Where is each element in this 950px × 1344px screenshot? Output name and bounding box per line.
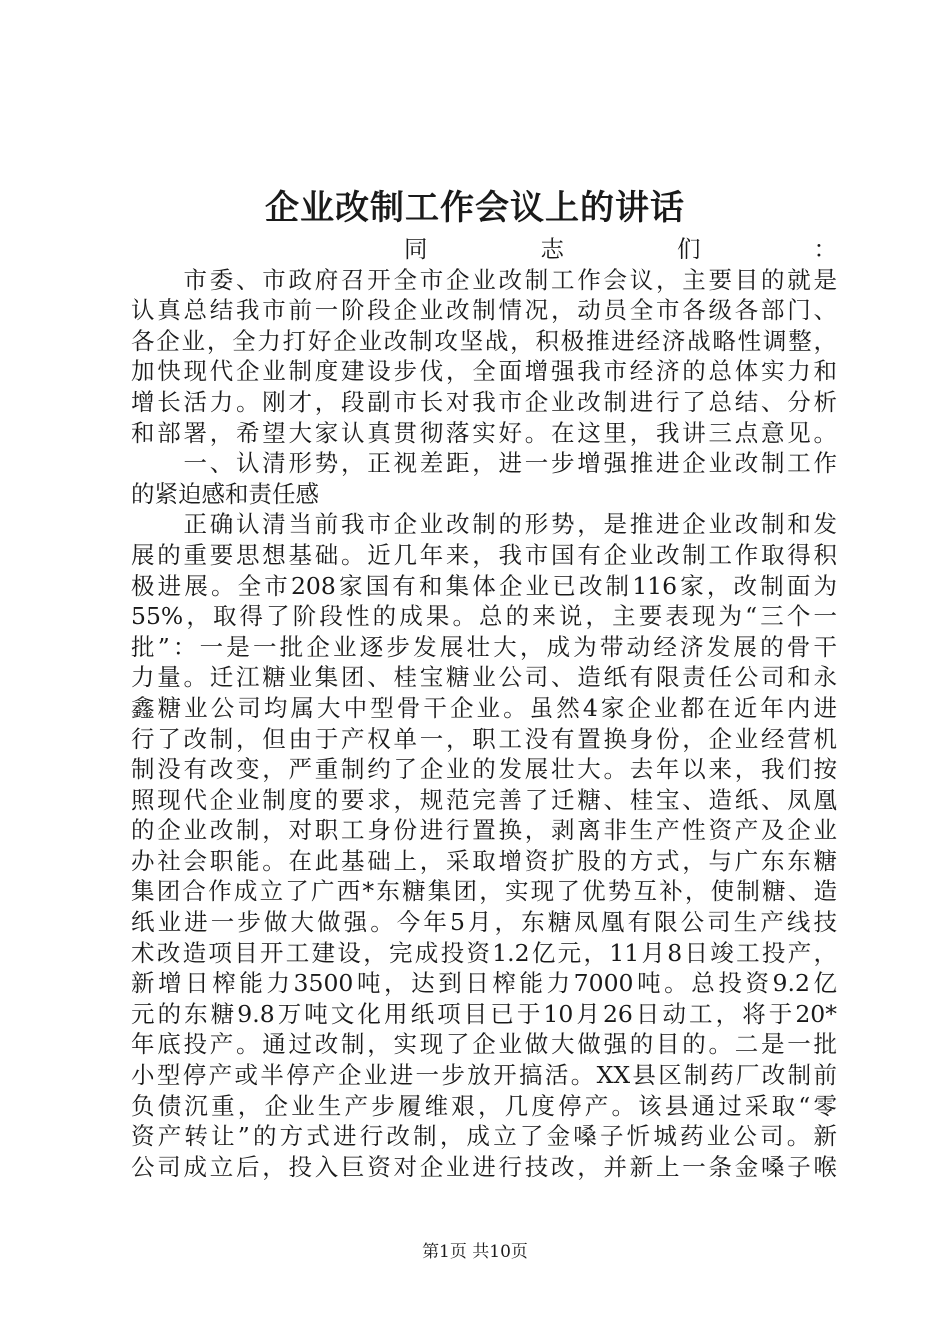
body-line: 制没有改变，严重制约了企业的发展壮大。去年以来，我们按 xyxy=(131,755,837,784)
body-line: 的企业改制，对职工身份进行置换，剥离非生产性资产及企业 xyxy=(131,816,837,845)
section-heading-line: 一、认清形势，正视差距，进一步增强推进企业改制工作 xyxy=(131,449,837,478)
body-line: 新增日榨能力3500吨，达到日榨能力7000吨。总投资9.2亿 xyxy=(131,969,837,998)
body-line: 纸业进一步做大做强。今年5月，东糖凤凰有限公司生产线技 xyxy=(131,908,837,937)
body-line: 各企业，全力打好企业改制攻坚战，积极推进经济战略性调整， xyxy=(131,326,837,355)
page-number-footer: 第1页 共10页 xyxy=(422,1242,528,1262)
body-line: 行了改制，但由于产权单一，职工没有置换身份，企业经营机 xyxy=(131,724,837,753)
body-line: 同志们： xyxy=(131,235,837,263)
body-line: 批”：一是一批企业逐步发展壮大，成为带动经济发展的骨干 xyxy=(131,632,837,661)
body-line: 和部署，希望大家认真贯彻落实好。在这里，我讲三点意见。 xyxy=(131,418,837,447)
body-line: 术改造项目开工建设，完成投资1.2亿元，11月8日竣工投产， xyxy=(131,938,837,967)
body-line: 元的东糖9.8万吨文化用纸项目已于10月26日动工，将于20* xyxy=(131,999,837,1028)
body-line: 展的重要思想基础。近几年来，我市国有企业改制工作取得积 xyxy=(131,540,837,569)
body-line: 照现代企业制度的要求，规范完善了迁糖、桂宝、造纸、凤凰 xyxy=(131,785,837,814)
body-line: 力量。迁江糖业集团、桂宝糖业公司、造纸有限责任公司和永 xyxy=(131,663,837,692)
document-title: 企业改制工作会议上的讲话 xyxy=(265,188,685,228)
body-line: 增长活力。刚才，段副市长对我市企业改制进行了总结、分析 xyxy=(131,387,837,416)
body-line: 年底投产。通过改制，实现了企业做大做强的目的。二是一批 xyxy=(131,1030,837,1059)
document-body xyxy=(131,234,837,1182)
body-line: 负债沉重，企业生产步履维艰，几度停产。该县通过采取“零 xyxy=(131,1091,837,1120)
body-line: 认真总结我市前一阶段企业改制情况，动员全市各级各部门、 xyxy=(131,296,837,325)
body-line: 加快现代企业制度建设步伐，全面增强我市经济的总体实力和 xyxy=(131,357,837,386)
body-line: 鑫糖业公司均属大中型骨干企业。虽然4家企业都在近年内进 xyxy=(131,693,837,722)
body-line: 集团合作成立了广西*东糖集团，实现了优势互补，使制糖、造 xyxy=(131,877,837,906)
body-line: 55%，取得了阶段性的成果。总的来说，主要表现为“三个一 xyxy=(131,602,837,631)
body-line: 办社会职能。在此基础上，采取增资扩股的方式，与广东东糖 xyxy=(131,846,837,875)
body-line: 小型停产或半停产企业进一步放开搞活。XX县区制药厂改制前 xyxy=(131,1061,837,1090)
body-line: 极进展。全市208家国有和集体企业已改制116家，改制面为 xyxy=(131,571,837,600)
body-line: 公司成立后，投入巨资对企业进行技改，并新上一条金嗓子喉 xyxy=(131,1152,837,1181)
body-line: 市委、市政府召开全市企业改制工作会议，主要目的就是 xyxy=(131,265,837,294)
body-line: 正确认清当前我市企业改制的形势，是推进企业改制和发 xyxy=(131,510,837,539)
section-heading-line: 的紧迫感和责任感 xyxy=(131,479,319,508)
body-line: 资产转让”的方式进行改制，成立了金嗓子忻城药业公司。新 xyxy=(131,1122,837,1151)
